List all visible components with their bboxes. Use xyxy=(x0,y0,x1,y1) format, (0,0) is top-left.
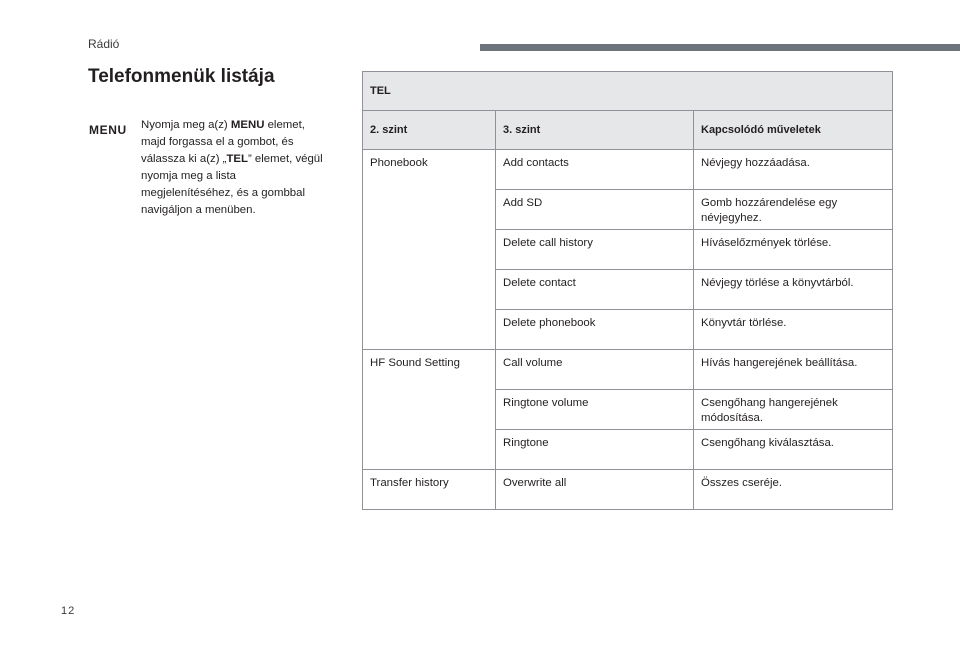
cell-level2: HF Sound Setting xyxy=(363,350,496,390)
cell-action: Híváselőzmények törlése. xyxy=(694,230,893,270)
table-row xyxy=(363,190,893,230)
cell-level3: Delete call history xyxy=(496,230,694,270)
cell-level3: Delete contact xyxy=(496,270,694,310)
instructions-bold-menu: MENU xyxy=(230,119,265,131)
cell-level3: Add SD xyxy=(496,190,694,230)
cell-level3: Delete phonebook xyxy=(496,310,694,350)
table-heading: TEL xyxy=(363,72,893,111)
table-row xyxy=(363,150,893,190)
cell-level3: Ringtone volume xyxy=(496,390,694,430)
cell-level2 xyxy=(363,390,496,430)
cell-action: Hívás hangerejének beállítása. xyxy=(694,350,893,390)
cell-level3: Add contacts xyxy=(496,150,694,190)
table-row xyxy=(363,230,893,270)
section-label: Rádió xyxy=(88,37,120,51)
cell-level2 xyxy=(363,190,496,230)
page-number: 12 xyxy=(61,605,76,617)
instructions-part-3: ” elemet, végül nyomja meg a lista megjelenítéséhez, és a gombbal navigáljon a menüben. xyxy=(141,153,323,216)
column-header-level3: 3. szint xyxy=(496,111,694,150)
cell-action: Csengőhang kiválasztása. xyxy=(694,430,893,470)
table-header-row xyxy=(363,111,893,150)
cell-action: Névjegy törlése a könyvtárból. xyxy=(694,270,893,310)
cell-level3: Call volume xyxy=(496,350,694,390)
column-header-actions: Kapcsolódó műveletek xyxy=(694,111,893,150)
section-bar xyxy=(480,44,960,51)
cell-action: Könyvtár törlése. xyxy=(694,310,893,350)
menu-key-label: MENU xyxy=(89,123,127,137)
table-row xyxy=(363,390,893,430)
cell-level2 xyxy=(363,310,496,350)
cell-action: Gomb hozzárendelése egy névjegyhez. xyxy=(694,190,893,230)
cell-level3: Ringtone xyxy=(496,430,694,470)
table-title-row xyxy=(363,72,893,111)
instructions-part-1: Nyomja meg a(z) xyxy=(141,119,231,131)
cell-level2 xyxy=(363,270,496,310)
tel-menu-table xyxy=(362,71,893,510)
table-row xyxy=(363,470,893,510)
table-row xyxy=(363,430,893,470)
table-body xyxy=(363,72,893,510)
page-title: Telefonmenük listája xyxy=(88,66,275,87)
cell-level3: Overwrite all xyxy=(496,470,694,510)
cell-action: Névjegy hozzáadása. xyxy=(694,150,893,190)
cell-level2: Phonebook xyxy=(363,150,496,190)
table-row xyxy=(363,270,893,310)
column-header-level2: 2. szint xyxy=(363,111,496,150)
cell-action: Csengőhang hangerejének módosítása. xyxy=(694,390,893,430)
table-row xyxy=(363,350,893,390)
table-row xyxy=(363,310,893,350)
instructions-part-2: elemet, majd forgassa el a gombot, és válassza ki a(z) „ xyxy=(141,119,305,165)
instructions-bold-tel: TEL xyxy=(226,153,248,165)
cell-level2 xyxy=(363,430,496,470)
instructions-text xyxy=(141,117,331,219)
cell-action: Összes cseréje. xyxy=(694,470,893,510)
cell-level2 xyxy=(363,230,496,270)
cell-level2: Transfer history xyxy=(363,470,496,510)
